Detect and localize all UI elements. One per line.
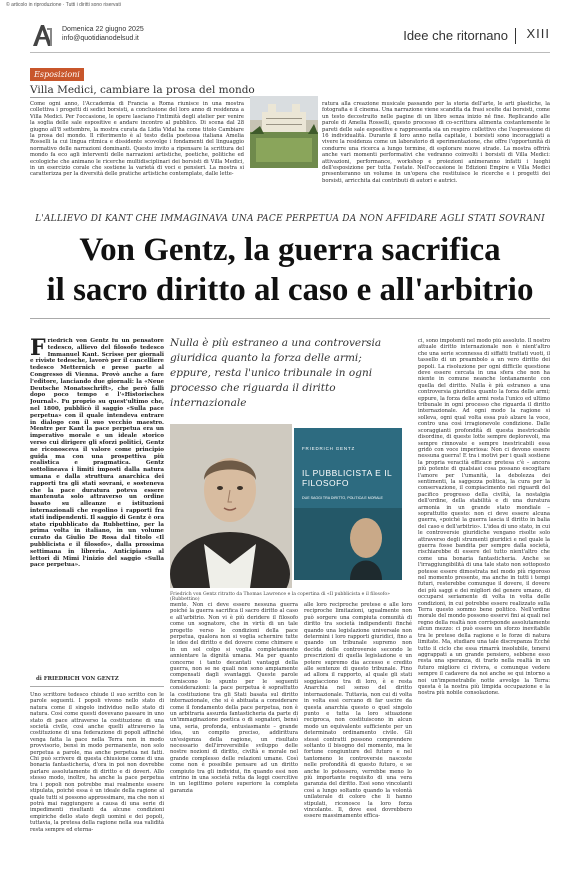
headline-line-1: Von Gentz, la guerra sacrifica: [79, 232, 501, 268]
copyright-note: © articolo in riproduzione · Tutti i diritti sono riservati: [6, 2, 121, 8]
gentz-portrait: [170, 424, 292, 588]
villa-medici-photo: [250, 96, 318, 168]
headline-line-2: il sacro diritto al caso e all'arbitrio: [46, 272, 534, 308]
drop-cap: F: [30, 338, 46, 361]
figure-caption: Friedrich von Gentz ritratto da Thomas Lawrence e la copertina di «Il pubblicista e il filosofo» (Rubbettino): [170, 592, 390, 602]
byline: di FRIEDRICH VON GENTZ: [36, 676, 119, 682]
section-title: Idee che ritornano: [403, 28, 508, 43]
masthead-divider: [515, 28, 516, 44]
esposizioni-ribbon: Esposizioni: [30, 68, 84, 81]
book-title: IL PUBBLICISTA E IL FILOSOFO: [302, 468, 392, 488]
book-author: FRIEDRICH GENTZ: [302, 446, 355, 451]
lead-text: riedrich von Gentz fu un pensatore tedesco, allievo del filosofo tedesco Immanuel Kant. Scrisse per giornali e riviste tedesche, lavorò per il cancelliere tedesco Metternich e prese parte al Congresso di Vienna. Provò anche a fare l'editore, lanciando due giornali: la «Neue Deutsche Monatsschrift», che però fallì dopo poco tempo e l'«Historisches Journal». Fu proprio su quest'ultimo che, nel 1800, pubblicò il saggio «Sulla pace perpetua» con il quale intendeva entrare in dialogo con il suo vecchio maestro. Mentre per Kant la pace perpetua era un imperativo morale e un ideale storico verso cui dirigere gli sforzi politici, Gentz ne riconosceva il valore come principio guida ma con una prospettiva più realistica e pragmatica. Gentz sottolineava i limiti imposti dalla natura umana e dalla struttura anarchica dei rapporti tra gli stati sovrani, e sosteneva che la pace duratura poteva essere mantenuta solo attraverso un ordine basato su alleanze e istituzioni internazionali che regolino i rapporti fra stati indipendenti. Il saggio di Gentz è ora stato ripubblicato da Rubbettino, per la prima volta in italiano, in un volume curato da Giulio De Rosa dal titolo «Il pubblicista e il filosofo», dalla prossima settimana in libreria. Anticipiamo al lettori di Mimi l'inizio del saggio «Sulla pace perpetua».: [30, 338, 164, 569]
masthead-rule: [30, 52, 550, 53]
byline-rule: [30, 686, 164, 687]
page-number: XIII: [526, 26, 550, 41]
esposizioni-rule: [30, 97, 260, 98]
esposizioni-column-2: ratura alla creazione musicale passando per la storia dell'arte, le arti plastiche, la fotografia e il cinema. Una narrazione viene scandita da frasi scelte dai borsisti, come un testo decostruito nelle pagine di un libro senza inizio né fine. Replicando alle parole di Amelia Rosselli, questo processo di co-scrittura alimenta costantemente le pareti delle sale espositive e rappresenta sia un respiro collettivo che l'espressione di 16 individualità. Durante il loro anno nella capitale, i borsisti sono incoraggiati a vivere la residenza come un laboratorio di sperimentazione, che offre l'opportunità di condurre una ricerca a lungo termine, di esplorare nuove strade. La mostra offrirà anche vari momenti performativi che vedranno coinvolti i borsisti di Villa Medici: attivazioni, performance, workshop e proiezioni animeranno infatti i luoghi dell'esposizione per tutta l'estate. Nell'occasione le Edizioni Empire e Villa Medici presenteranno un volume in un'opera che restituisce le ricerche e i progetti dei borsisti, arricchita dai contributi di autori e autrici.: [322, 101, 550, 184]
article-kicker: L'ALLIEVO DI KANT CHE IMMAGINAVA UNA PACE PERPETUA DA NON AFFIDARE AGLI STATI SOVRANI: [35, 214, 545, 224]
masthead: [30, 22, 550, 50]
book-subtitle: DUE SAGGI TRA DIRITTO, POLITICA E MORALE: [302, 496, 383, 500]
issue-date: Domenica 22 giugno 2025: [62, 26, 144, 33]
headline-rule: [30, 318, 550, 319]
contact-email[interactable]: info@quotidianodelsud.it: [62, 35, 139, 42]
newspaper-logo-icon: [30, 22, 56, 48]
article-column-c: alle loro reciproche pretese e alle loro reciproche limitazioni, ugualmente non può sorgere una compiuta comunità di diritto tra società indipendenti finché quando una legislazione universale non determini i loro rapporti giuridici, fino a quando un tribunale supremo non decida delle controversie secondo le prescrizioni di quella legislazione e un potere supremo dia accesso e credito alle sentenze di questo tribunale. Fino ad allora il rapporto, al quale gli stati soggiacciono tra di loro, è e resta Anarchia nel senso del diritto internazionale. Tuttavia, non cui di volta in volta essi cercano di far uscire da questa anarchia questo o quel singolo punto e tutta la loro situazione reciproca, non costituiscono in alcun modo un equivalente sufficiente per un determinato ordinamento civile. Gli stessi contratti possono comprendere soltanto il bisogno del momento, ma le fortune congiunture del futuro e nel tantomeno le controversie nascoste nelle profondità di questo futuro, e se anche lo potessero, verrebbe meno lo più importante requisito di una vera garanzia del diritto. Essi sono vincolanti così a lungo soltanto quando la volontà unilaterale di coloro che li hanno stipulati, riconosce la loro forza vincolante. Il, dove essi dovrebbero essere massimamente effica-: [304, 602, 412, 820]
pull-quote: Nulla è più estraneo a una controversia giuridica quanto la forza delle armi; eppure, resta l'unico tribunale in ogni processo che riguarda il diritto internazionale: [170, 337, 382, 409]
article-column-a: Uno scrittore tedesco chiude il suo scritto con le parole seguenti. I popoli vivono nello stato di natura come il singolo individuo nello stato di natura. Così come questi dovevano passare in uno stato di pace attraverso la costituzione di una società civile, così anche quelli attraverso la costituzione di una federazione di popoli affinché venga fatta la pace nella Terra non in modo provvisorio, bensì in modo permanente, non solo perpetua a parole, ma anche perpetua nei fatti. Chi può scrivere di questa chiusione come di una bonaria fantasticheria, d'ora in poi non dovrebbe parlare assolutamente di diritto e di doveri. Allo stesso modo, inoltre, ha anche la pace perpetua tra i popoli non potrebbe mai realmente essere stipulata, poiché essa è un ideale della ragione al quale tutti si possono approssimare, ma che non si potrà mai raggiungere a causa di una serie di impedimenti risultanti da alcune condizioni empiriche dello stato degli uomini e dei popoli, tuttavia, la pretesa della ragione nella sua validità resta sempre ed eterna-: [30, 692, 164, 833]
article-lead: [30, 338, 164, 658]
esposizioni-column-1: Come ogni anno, l'Accademia di Francia a Roma riunisce in una mostra collettiva i progetti di sedici borsisti, a conclusione del loro anno di residenza a Villa Medici. Per l'occasione, le opere lasciano l'intimità degli atelier per venire la soglia delle sale espositive e andare incontro al pubblico. Di scena dal 28 giugno all'8 settembre, la mostra curata da Lidia Vidal ha come titolo Cambiare la prosa del mondo. Il riferimento è al testo della poetessa italiana Amelia Rosselli la cui lingua ritmica e dissidente scovolge i fondamenti del linguaggio normativo delle narrazioni dominanti. Questo invito a ripensare la scrittura del mondo fa eco agli interventi delle narrazioni artistiche, poetiche, politiche ed ecologiche che animano le ricerche multidisciplinari dei borsisti di Villa Medici, in un esercizio corale che sostiene la varietà di voci e pensieri. La mostra si caratterizza per la diversità delle pratiche artistiche contemplate, dalle lette-: [30, 101, 244, 178]
esposizioni-title: Villa Medici, cambiare la prosa del mondo: [30, 84, 255, 96]
article-column-d: ci, sono impotenti nel modo più assoluto. Il nostro attuale diritto internazionale non è nient'altro che una serie sconnessa di siffatti trattati vuoti, il tassello di un preambolo a un vero diritto dei popoli. La risoluzione per ogni difficile questione deve essere cercata in una sfera che non ha niente in comune neanche lontanamente con quella del diritto. Nulla è più estraneo a una controversia giuridica quanto la forza delle armi; eppure, la forza delle armi resta l'unico ed ultimo tribunale in ogni processo che riguarda il diritto internazionale. Ad ogni modo la ragione si solleva, ogni qual volta essa può alzare la voce, contro una così irragionevole condizione. Dalle scoraggianti profondità di questa inestricabile disordine, di queste lotte sempre deplorevoli, ma sempre rinnovate e sempre inestricabili essa gridò con voce imperiosa: Non ci devono essere nessuna guerra! E tra i motivi per i quali sostiene la propria veracità efficace pretesa c'è – ancora più potente di qualsiasi cosa possano escogitare l'amore per l'umanità, la debolezza dei sentimenti, la saggezza politica, la cura per la conservazione, il compiacimento nei riguardi del pacifico progresso della civiltà, la nostalgia dell'ordine, della stabilità e di una duratura armonia in un grande stato mondiale – soprattutto questo: non ci deve essere alcuna guerra, «poiché la guerra lascia il diritto in balia del caso e dell'arbitrio». L'idea di uno stato, in cui le controversie giuridiche vengano risolte solo attraverso degli strumenti giuridici e nel quale la guerra fosse bandita per sempre dalla società, rischiarebbe di essere del tutto nient'altro che come una bonaria fantasticheria. Anche se l'irraggiungibilità di una tale stato non sottoposto potesse essere dimostrata nel modo più rigoroso nel momento presente, ma anche in tutti i tempi futuri, resterebbe comunque il dovere, il dovere dei più saggi e dei migliori del genere umano, di occuparsi seriamente di volta in volta delle condizioni, in cui potrebbe essere realizzato sulla Terra questo sommo bene politico. Nell'ordine morale del mondo possono esservi fini ai quali nel regno della realtà non corrisponde assolutamente alcun mezzo: ci può essere un sforzo inevitabile tra le pretese della ragione e le forze di natura limitate. Ma, studiare una tale discrepanza Ecché tutto il ciclo che essa rimarrà insolubile, tenersi aggrappati a un grande pensiero, sebbene esso resta una speranza, di trarlo nella realtà in un futuro migliore ci rivivra, e comunque vedere sempre il cadavere da noi anche se qui intorno a noi un'impenetrabile notte avvolge la Terra: questa è la nostra più limpida occupazione e la nostra più nobile consolazione.: [418, 338, 550, 697]
article-column-b: mente. Non ci deve essere nessuna guerra poiché la guerra sacrifica il sacro diritto al caso e all'arbitrio. Non vi è più deridere il filosofo come un sognatore, che in virtù di un tale progetto verso le condizioni della pace perpetua, qualora non si voglia schernire tutte le idee del diritto e del dovere come chimere e in un sol colpo si voglia completamente annientare la dignità umana. Ma per quanto concerne i tanto decantati vantaggi della guerra, non se ne quali non sono ampiamente compensati dagli svantaggi. Queste parole forniscono lo spunto per le seguenti considerazioni: la pace perpetua è soprattutto la costituzione tra gli Stati basata sul diritto internazionale, che si è abituata a considerare come il fondamento della pace perpetua, non è un arbitraria assurda fantasticheria da parte di un'immaginazione poetica o di sognatori, bensì una, seria, profonda, entusiasmante – grande idea, un compito preciso, addirittura un'esigenza della ragione, un risultato necessario dell'irreversibile sviluppo delle nostre nozioni di diritto, civiltà e morale nel grande complesso delle relazioni umane. Così come non è possibile pensare ad un diritto compiuto tra gli individui, fin quando essi non entrino in una società retta da leggi coercitive in un legittimo potere superiore la completa garanzia: [170, 602, 298, 794]
article-headline: [30, 230, 550, 310]
